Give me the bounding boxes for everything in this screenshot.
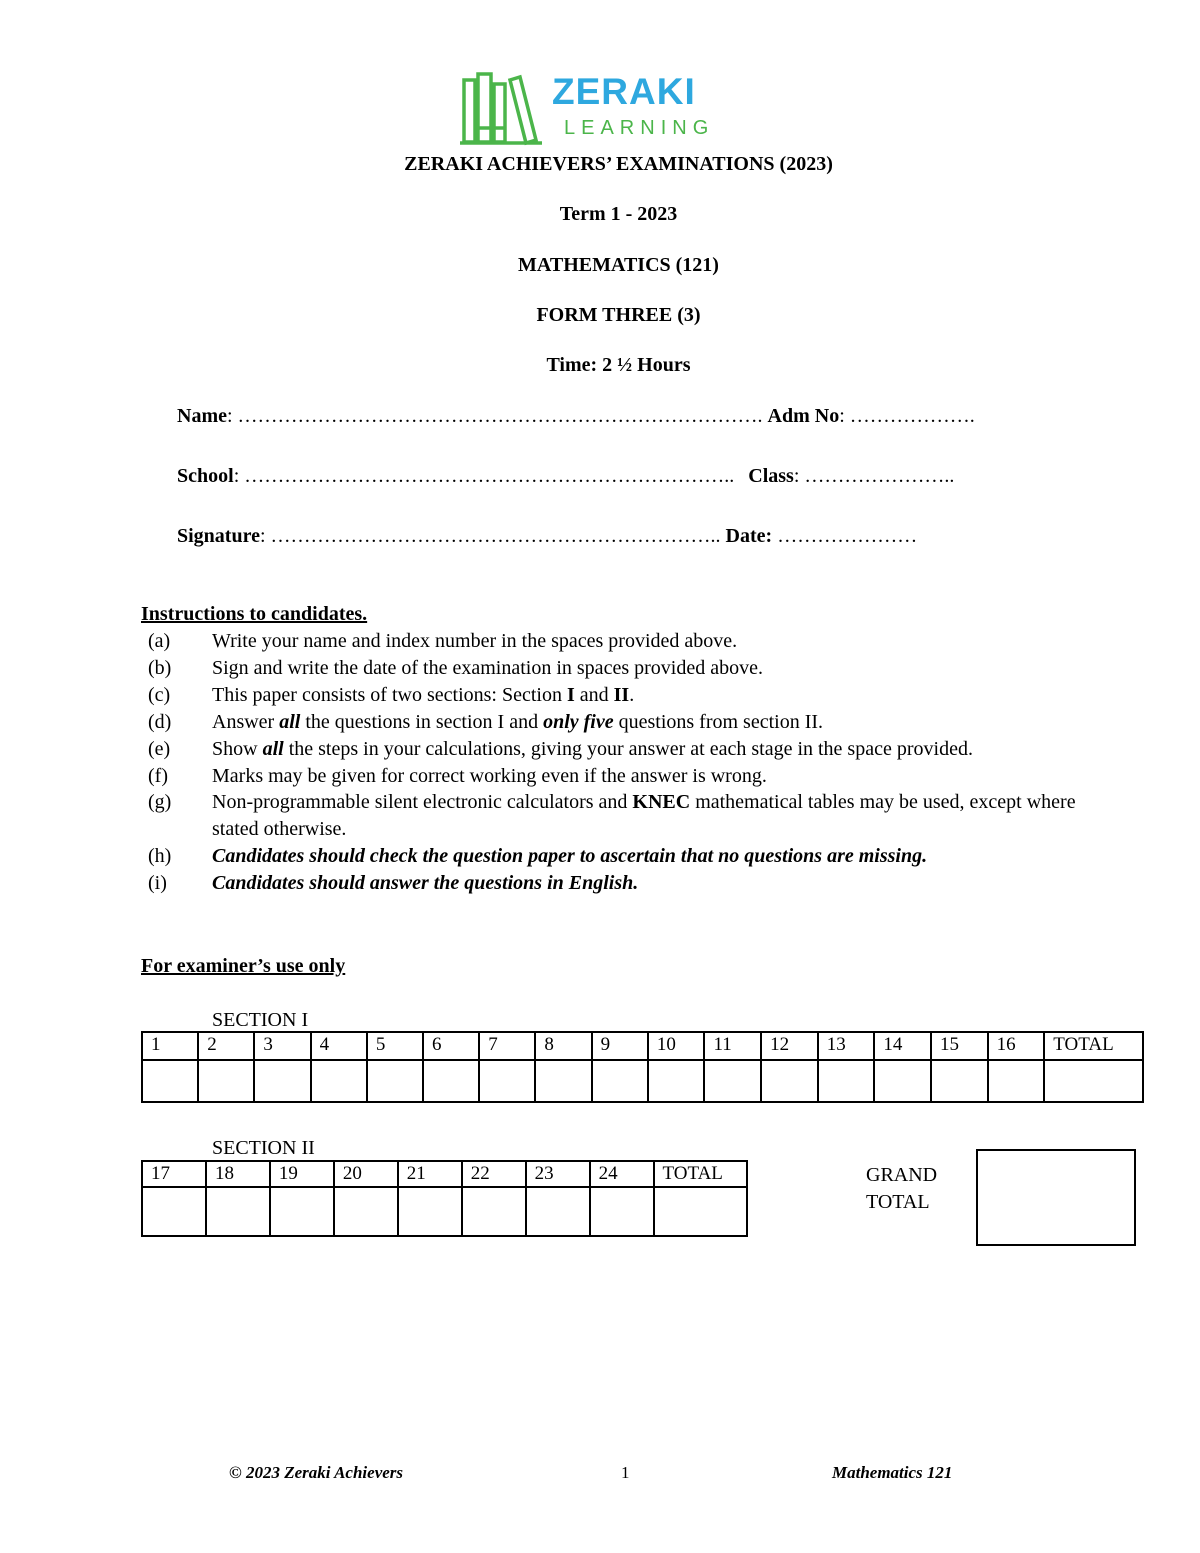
score-cell[interactable] bbox=[423, 1060, 479, 1102]
instruction-text bbox=[212, 628, 1088, 655]
total-score-cell[interactable] bbox=[1044, 1060, 1143, 1102]
question-number-cell: 4 bbox=[311, 1032, 367, 1060]
school-class-row bbox=[177, 464, 954, 488]
question-number-cell: 19 bbox=[270, 1161, 334, 1187]
score-cell[interactable] bbox=[334, 1187, 398, 1236]
score-cell[interactable] bbox=[198, 1060, 254, 1102]
footer-page-number: 1 bbox=[621, 1463, 630, 1482]
name-adm-row bbox=[177, 404, 975, 428]
school-field[interactable]: : ……………………………………………………………….. bbox=[233, 465, 735, 487]
section-2-header-row bbox=[142, 1161, 747, 1187]
question-number-cell: 11 bbox=[704, 1032, 761, 1060]
zeraki-learning-logo bbox=[460, 68, 750, 148]
instruction-list bbox=[148, 628, 1088, 897]
instruction-text-part: I bbox=[566, 683, 575, 706]
name-field[interactable]: : ……………………………………………………………………. bbox=[226, 405, 763, 427]
books-logo-icon bbox=[460, 70, 544, 146]
instruction-text bbox=[212, 709, 1088, 736]
instruction-text bbox=[212, 870, 1088, 897]
footer-subject-code: Mathematics 121 bbox=[832, 1463, 953, 1482]
exam-subject: MATHEMATICS (121) bbox=[518, 254, 719, 276]
question-number-cell: 1 bbox=[142, 1032, 198, 1060]
question-number-cell: 2 bbox=[198, 1032, 254, 1060]
name-label: Name bbox=[177, 405, 227, 427]
adm-no-field[interactable]: : ………………. bbox=[839, 405, 975, 427]
class-label: Class bbox=[748, 465, 794, 487]
instruction-letter: (b) bbox=[148, 656, 172, 679]
instruction-text bbox=[212, 655, 1088, 682]
instruction-item bbox=[148, 655, 1088, 682]
instruction-text-part: This paper consists of two sections: Section bbox=[212, 683, 567, 706]
score-cell[interactable] bbox=[874, 1060, 931, 1102]
instruction-text-part: questions from section II. bbox=[613, 710, 824, 733]
signature-label: Signature bbox=[177, 525, 260, 547]
question-number-cell: 15 bbox=[931, 1032, 988, 1060]
date-label: Date: bbox=[725, 525, 773, 547]
instruction-item bbox=[148, 736, 1088, 763]
instruction-letter: (a) bbox=[148, 630, 171, 652]
score-cell[interactable] bbox=[526, 1187, 590, 1236]
score-cell[interactable] bbox=[398, 1187, 462, 1236]
grand-total-box[interactable] bbox=[976, 1149, 1136, 1246]
instruction-text bbox=[212, 682, 1088, 709]
instruction-text-part: the steps in your calculations, giving your answer at each stage in the space provided. bbox=[283, 737, 973, 760]
score-cell[interactable] bbox=[270, 1187, 334, 1236]
signature-date-row bbox=[177, 524, 917, 548]
question-number-cell: 16 bbox=[988, 1032, 1045, 1060]
section-2-score-row bbox=[142, 1187, 747, 1236]
grand-total-line1: GRAND bbox=[866, 1164, 938, 1186]
score-cell[interactable] bbox=[988, 1060, 1045, 1102]
section-2-marks-table bbox=[141, 1160, 748, 1237]
instruction-item bbox=[148, 682, 1088, 709]
instruction-text-part: Marks may be given for correct working even if the answer is wrong. bbox=[212, 764, 767, 787]
instruction-text bbox=[212, 789, 1088, 843]
score-cell[interactable] bbox=[462, 1187, 526, 1236]
question-number-cell: 14 bbox=[874, 1032, 931, 1060]
section-1-label: SECTION I bbox=[212, 1009, 309, 1031]
signature-field[interactable]: : ………………………………………………………….. bbox=[259, 525, 721, 547]
instruction-text-part: Write your name and index number in the spaces provided above. bbox=[212, 630, 738, 652]
score-cell[interactable] bbox=[479, 1060, 535, 1102]
instruction-item bbox=[148, 843, 1088, 870]
instruction-text bbox=[212, 843, 1088, 870]
score-cell[interactable] bbox=[367, 1060, 423, 1102]
instruction-text-part: Show bbox=[212, 737, 263, 760]
score-cell[interactable] bbox=[311, 1060, 367, 1102]
grand-total-line2: TOTAL bbox=[866, 1191, 930, 1213]
question-number-cell: 17 bbox=[142, 1161, 206, 1187]
instruction-text-part: Answer bbox=[212, 710, 280, 733]
exam-term: Term 1 - 2023 bbox=[559, 203, 678, 225]
score-cell[interactable] bbox=[704, 1060, 761, 1102]
instruction-text-part: the questions in section I and bbox=[300, 710, 544, 733]
footer-copyright: © 2023 Zeraki Achievers bbox=[229, 1463, 404, 1482]
total-column-header: TOTAL bbox=[654, 1161, 748, 1187]
question-number-cell: 24 bbox=[590, 1161, 654, 1187]
question-number-cell: 13 bbox=[818, 1032, 875, 1060]
score-cell[interactable] bbox=[592, 1060, 648, 1102]
score-cell[interactable] bbox=[142, 1060, 198, 1102]
instruction-text-part: and bbox=[574, 683, 614, 706]
examiner-heading: For examiner’s use only bbox=[141, 955, 346, 977]
score-cell[interactable] bbox=[648, 1060, 705, 1102]
question-number-cell: 3 bbox=[254, 1032, 310, 1060]
question-number-cell: 18 bbox=[206, 1161, 270, 1187]
instruction-letter: (f) bbox=[148, 764, 168, 787]
question-number-cell: 6 bbox=[423, 1032, 479, 1060]
logo-brand-text: ZERAKI bbox=[552, 71, 696, 112]
instruction-text-part: all bbox=[279, 710, 301, 733]
adm-no-label: Adm No bbox=[767, 405, 840, 427]
exam-title: ZERAKI ACHIEVERS’ EXAMINATIONS (2023) bbox=[404, 153, 833, 175]
grand-total-label bbox=[866, 1162, 937, 1216]
instructions-heading: Instructions to candidates. bbox=[141, 603, 368, 625]
question-number-cell: 12 bbox=[761, 1032, 818, 1060]
question-number-cell: 21 bbox=[398, 1161, 462, 1187]
instruction-text-part: . bbox=[629, 683, 635, 706]
score-cell[interactable] bbox=[206, 1187, 270, 1236]
section-1-header-row bbox=[142, 1032, 1143, 1060]
score-cell[interactable] bbox=[254, 1060, 310, 1102]
logo-sub-text: LEARNING bbox=[564, 117, 715, 139]
score-cell[interactable] bbox=[931, 1060, 988, 1102]
instruction-letter: (e) bbox=[148, 737, 171, 760]
score-cell[interactable] bbox=[761, 1060, 818, 1102]
question-number-cell: 7 bbox=[479, 1032, 535, 1060]
exam-time: Time: 2 ½ Hours bbox=[546, 354, 691, 376]
instruction-text-part: all bbox=[262, 737, 284, 760]
instruction-item bbox=[148, 789, 1088, 843]
date-field[interactable]: ………………… bbox=[772, 525, 918, 547]
instruction-item bbox=[148, 870, 1088, 897]
class-field[interactable]: : ………………….. bbox=[793, 465, 955, 487]
instruction-text-part: Non-programmable silent electronic calculators and bbox=[212, 791, 633, 814]
instruction-item bbox=[148, 628, 1088, 655]
instruction-text-part: only five bbox=[543, 710, 614, 733]
section-1-score-row bbox=[142, 1060, 1143, 1102]
question-number-cell: 22 bbox=[462, 1161, 526, 1187]
question-number-cell: 5 bbox=[367, 1032, 423, 1060]
question-number-cell: 10 bbox=[648, 1032, 705, 1060]
instruction-text-part: Candidates should check the question paper to ascertain that no questions are missing. bbox=[212, 845, 928, 868]
exam-form: FORM THREE (3) bbox=[536, 304, 701, 326]
instruction-letter: (g) bbox=[148, 791, 172, 814]
question-number-cell: 9 bbox=[592, 1032, 648, 1060]
instruction-text-part: KNEC bbox=[632, 791, 691, 814]
score-cell[interactable] bbox=[535, 1060, 591, 1102]
instruction-text bbox=[212, 736, 1088, 763]
instruction-text-part: II bbox=[613, 683, 630, 706]
instruction-text bbox=[212, 763, 1088, 790]
instruction-text-part: Candidates should answer the questions in English. bbox=[212, 872, 639, 895]
instruction-letter: (i) bbox=[148, 872, 167, 895]
score-cell[interactable] bbox=[142, 1187, 206, 1236]
instruction-text-part: Sign and write the date of the examination in spaces provided above. bbox=[212, 656, 763, 679]
question-number-cell: 20 bbox=[334, 1161, 398, 1187]
instruction-item bbox=[148, 709, 1088, 736]
instruction-letter: (d) bbox=[148, 710, 172, 733]
question-number-cell: 8 bbox=[535, 1032, 591, 1060]
question-number-cell: 23 bbox=[526, 1161, 590, 1187]
school-label: School bbox=[177, 465, 234, 487]
instruction-item bbox=[148, 763, 1088, 790]
instruction-text-part: mathematical tables may be used, except where stated otherwise. bbox=[212, 791, 1076, 841]
total-score-cell[interactable] bbox=[654, 1187, 748, 1236]
instruction-letter: (c) bbox=[148, 683, 171, 706]
score-cell[interactable] bbox=[590, 1187, 654, 1236]
score-cell[interactable] bbox=[818, 1060, 875, 1102]
instruction-letter: (h) bbox=[148, 845, 172, 868]
total-column-header: TOTAL bbox=[1044, 1032, 1143, 1060]
section-1-marks-table bbox=[141, 1031, 1144, 1103]
section-2-label: SECTION II bbox=[212, 1137, 315, 1159]
